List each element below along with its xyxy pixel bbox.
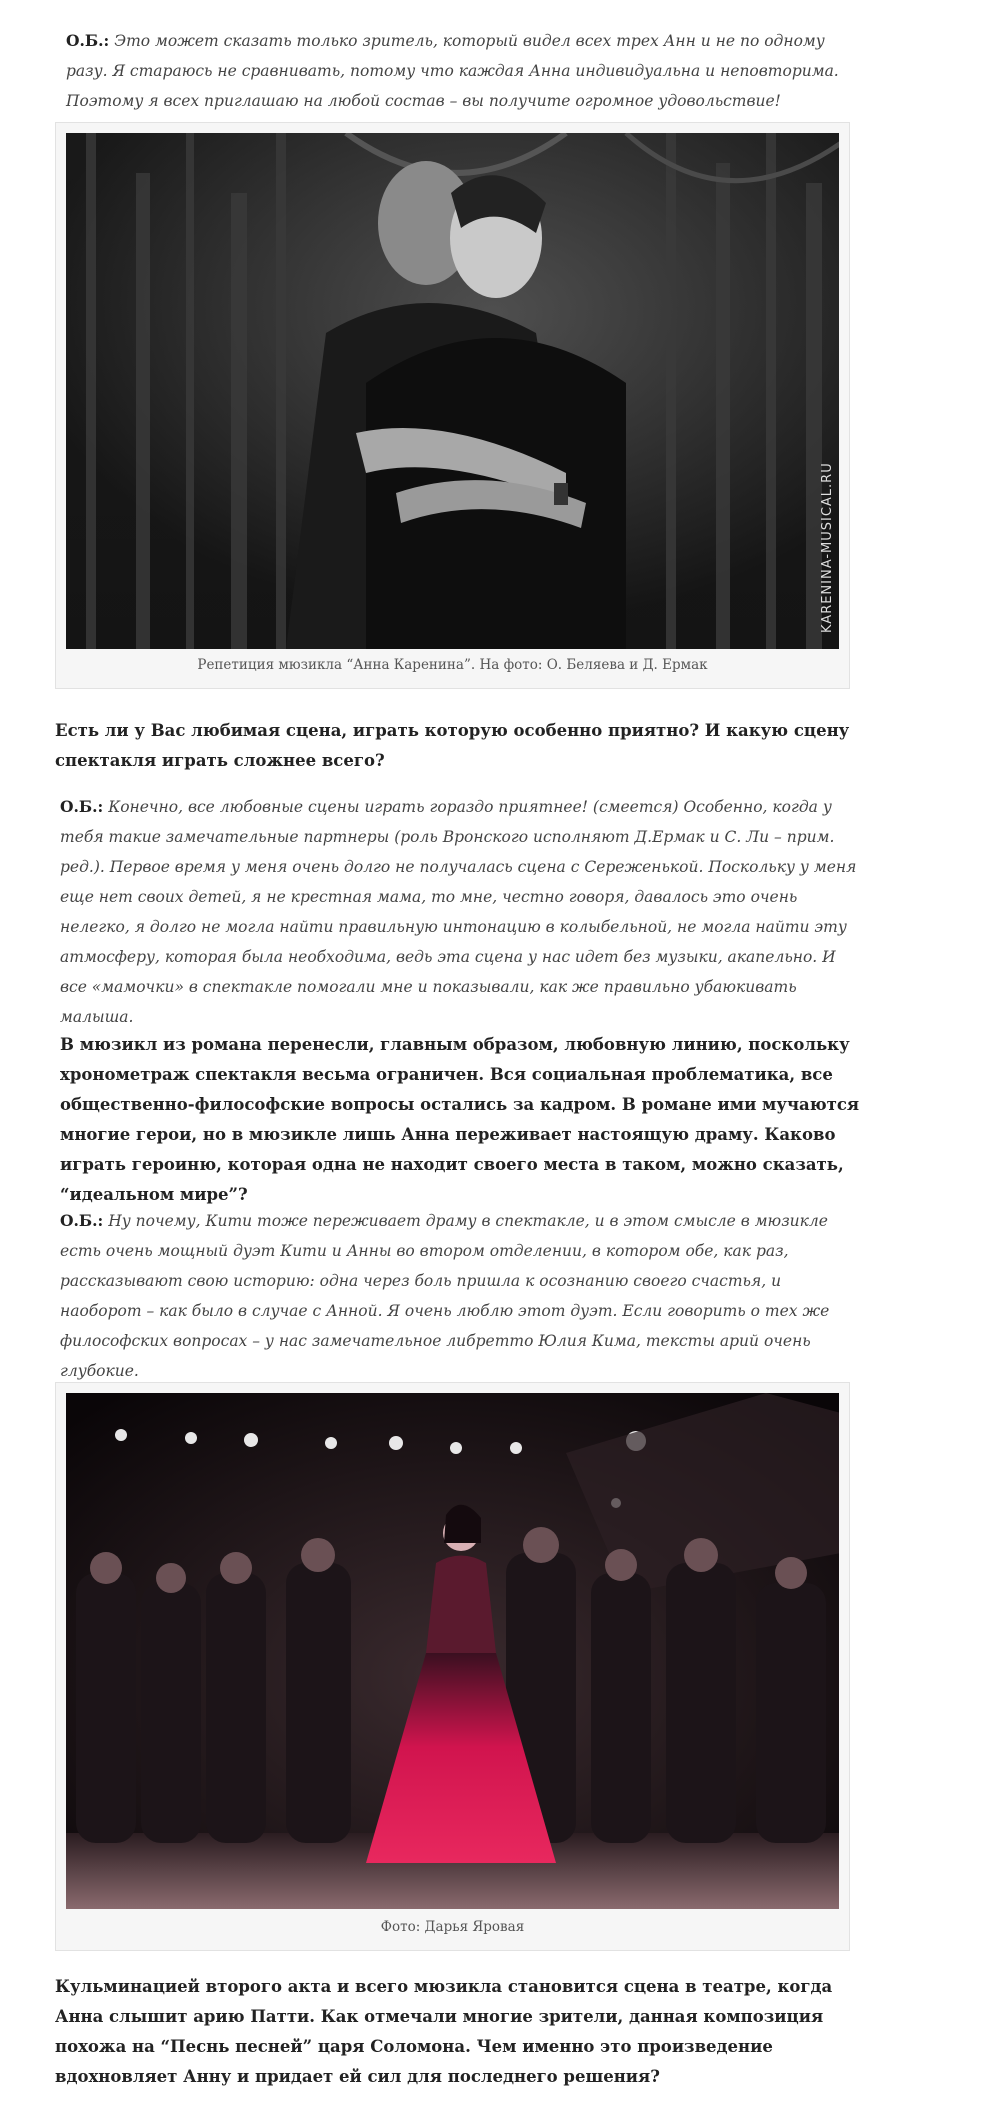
rehearsal-photo[interactable] [66,133,839,649]
speaker-label: О.Б.: [60,1211,104,1230]
speaker-label: О.Б.: [66,31,110,50]
photo-watermark: KARENINA-MUSICAL.RU [820,462,835,633]
answer-text: Это может сказать только зритель, который видел всех трех Анн и не по одному разу. Я стараюсь не сравнивать, потому что каждая Анна индивидуальна и неповторима. Поэтому я всех приглашаю на любой состав – вы получите огромное удовольствие! [66,32,839,110]
answer-text: Ну почему, Кити тоже переживает драму в спектакле, и в этом смысле в мюзикле есть очень мощный дуэт Кити и Анны во втором отделении, в котором обе, как раз, рассказывают свою историю: одна через боль пришла к осознанию своего счастья, и наоборот – как было в случае с Анной. Я очень люблю этот дуэт. Если говорить о тех же философских вопросах – у нас замечательное либретто Юлия Кима, тексты арий очень глубокие. [60,1212,830,1380]
question-1: Есть ли у Вас любимая сцена, играть которую особенно приятно? И какую сцену спектакля играть сложнее всего? [55,721,850,770]
photo-figure-1 [55,122,850,689]
answer-text: Конечно, все любовные сцены играть гораздо приятнее! (смеется) Особенно, когда у тебя такие замечательные партнеры (роль Вронского исполняют Д.Ермак и С. Ли – прим. ред.). Первое время у меня очень долго не получалась сцена с Сереженькой. Поскольку у меня еще нет своих детей, я не крестная мама, то мне, честно говоря, давалось это очень нелегко, я долго не могла найти правильную интонацию в колыбельной, не могла найти эту атмосферу, которая была необходима, ведь эта сцена у нас идет без музыки, акапельно. И все «мамочки» в спектакле помогали мне и показывали, как же правильно убаюкивать малыша. [60,798,857,1026]
answer-paragraph-1 [66,26,866,116]
stage-photo[interactable] [66,1393,839,1909]
answer-paragraph-3 [60,1206,860,1386]
answer-paragraph-2 [60,792,860,1032]
question-3: Кульминацией второго акта и всего мюзикла становится сцена в театре, когда Анна слышит арию Патти. Как отмечали многие зрители, данная композиция похожа на “Песнь песней” царя Соломона. Чем именно это произведение вдохновляет Анну и придает ей сил для последнего решения? [55,1977,833,2086]
photo-caption-1: Репетиция мюзикла “Анна Каренина”. На фото: О. Беляева и Д. Ермак [197,657,708,673]
photo-caption-2: Фото: Дарья Яровая [380,1919,525,1935]
photo-figure-2 [55,1382,850,1951]
question-2: В мюзикл из романа перенесли, главным образом, любовную линию, поскольку хронометраж спектакля весьма ограничен. Вся социальная проблематика, все общественно-философские вопросы остались за кадром. В романе ими мучаются многие герои, но в мюзикле лишь Анна переживает настоящую драму. Каково играть героиню, которая одна не находит своего места в таком, можно сказать, “идеальном мире”? [60,1035,860,1204]
speaker-label: О.Б.: [60,797,104,816]
